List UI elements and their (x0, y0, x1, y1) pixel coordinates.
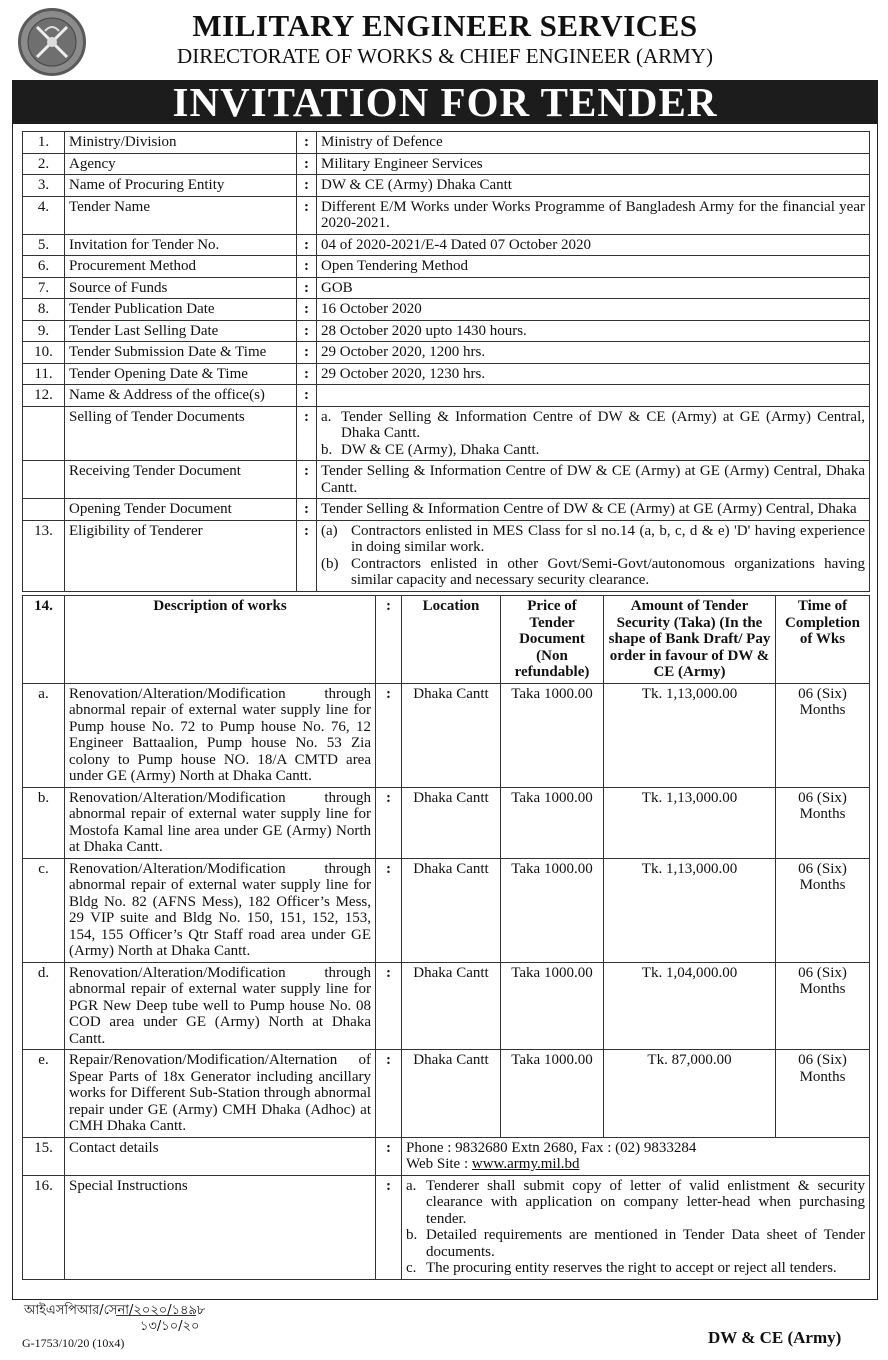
work-description: Renovation/Alteration/Modification through abnormal repair of external water supply line for Mostofa Kamal line area under GE (Army) North at Dhaka Cantt. (65, 787, 376, 858)
row-label: Invitation for Tender No. (65, 234, 297, 256)
row-12-selling (23, 406, 870, 461)
work-location: Dhaka Cantt (402, 962, 501, 1050)
row-key: b. (23, 787, 65, 858)
row-value: Military Engineer Services (317, 153, 870, 175)
work-location: Dhaka Cantt (402, 787, 501, 858)
list-item: c. The procuring entity reserves the right to accept or reject all tenders. (406, 1260, 837, 1276)
work-security-amount: Tk. 87,000.00 (604, 1050, 776, 1138)
row-label: Agency (65, 153, 297, 175)
list-item: (b) Contractors enlisted in other Govt/Semi-Govt/autonomous organizations having similar capacity and necessary security clearance. (321, 555, 865, 588)
receiving-office: Tender Selling & Information Centre of DW & CE (Army) at GE (Army) Central, Dhaka Cantt. (317, 461, 870, 499)
row-16 (23, 1175, 870, 1279)
mes-emblem-icon (18, 8, 86, 76)
info-row (23, 175, 870, 197)
work-price: Taka 1000.00 (501, 858, 604, 962)
work-row (23, 787, 870, 858)
colon: : (297, 196, 317, 234)
colon: : (376, 596, 402, 684)
row-value: 29 October 2020, 1230 hrs. (317, 363, 870, 385)
colon: : (297, 499, 317, 521)
row-15 (23, 1137, 870, 1175)
row-label: Ministry/Division (65, 132, 297, 154)
row-label: Tender Publication Date (65, 299, 297, 321)
row-12-opening (23, 499, 870, 521)
website-link[interactable]: www.army.mil.bd (471, 1156, 580, 1172)
work-description: Renovation/Alteration/Modification through abnormal repair of external water supply line for PGR New Deep tube well to Pump house No. 08 COD area under GE (Army) North at Dhaka Cantt. (65, 962, 376, 1050)
price-header: Price of Tender Document (Non refundable) (501, 596, 604, 684)
colon: : (376, 1175, 402, 1279)
row-12 (23, 385, 870, 407)
row-number: 11. (23, 363, 65, 385)
work-description: Repair/Renovation/Modification/Alternation of Spear Parts of 18x Generator including ancillary works for Different Sub-Station through abnormal repair under GE (Army) CMH Dhaka (Adhoc) at CMH Dhaka Cantt. (65, 1050, 376, 1138)
directorate-subtitle: DIRECTORATE OF WORKS & CHIEF ENGINEER (ARMY) (177, 44, 713, 68)
row-number: 8. (23, 299, 65, 321)
work-security-amount: Tk. 1,13,000.00 (604, 787, 776, 858)
colon: : (376, 683, 402, 787)
colon: : (297, 320, 317, 342)
list-item: (a) Contractors enlisted in MES Class for sl no.14 (a, b, c, d & e) 'D' having experience in doing similar work. (321, 522, 865, 555)
colon: : (297, 520, 317, 591)
work-row (23, 858, 870, 962)
row-12-receiving (23, 461, 870, 499)
row-label: Source of Funds (65, 277, 297, 299)
row-number: 2. (23, 153, 65, 175)
row-number: 3. (23, 175, 65, 197)
work-price: Taka 1000.00 (501, 787, 604, 858)
row-number: 14. (23, 596, 65, 684)
divider (116, 1315, 196, 1316)
row-label: Name of Procuring Entity (65, 175, 297, 197)
colon: : (297, 132, 317, 154)
row-number: 7. (23, 277, 65, 299)
colon: : (376, 858, 402, 962)
works-header-row (23, 596, 870, 684)
reference-number: আইএসপিআর/সেনা/২০২০/১৪৯৮ (24, 1303, 206, 1318)
amount-header: Amount of Tender Security (Taka) (In the shape of Bank Draft/ Pay order in favour of DW & CE (Army) (604, 596, 776, 684)
row-value: Ministry of Defence (317, 132, 870, 154)
info-row (23, 132, 870, 154)
work-location: Dhaka Cantt (402, 1050, 501, 1138)
work-location: Dhaka Cantt (402, 683, 501, 787)
info-row (23, 153, 870, 175)
row-value: DW & CE (Army) Dhaka Cantt (317, 175, 870, 197)
colon: : (376, 962, 402, 1050)
colon: : (376, 787, 402, 858)
row-value: GOB (317, 277, 870, 299)
info-row (23, 363, 870, 385)
row-value: 29 October 2020, 1200 hrs. (317, 342, 870, 364)
info-row (23, 277, 870, 299)
row-number: 10. (23, 342, 65, 364)
opening-office: Tender Selling & Information Centre of DW & CE (Army) at GE (Army) Central, Dhaka (317, 499, 870, 521)
colon: : (297, 406, 317, 461)
work-completion-time: 06 (Six) Months (776, 1050, 870, 1138)
colon: : (297, 175, 317, 197)
row-number: 13. (23, 520, 65, 591)
colon: : (297, 277, 317, 299)
info-row (23, 342, 870, 364)
works-table (22, 595, 870, 1280)
row-key: d. (23, 962, 65, 1050)
work-price: Taka 1000.00 (501, 683, 604, 787)
receiving-label: Receiving Tender Document (65, 461, 297, 499)
colon: : (297, 385, 317, 407)
work-security-amount: Tk. 1,13,000.00 (604, 858, 776, 962)
time-header: Time of Completion of Wks (776, 596, 870, 684)
selling-label: Selling of Tender Documents (65, 406, 297, 461)
row-label: Tender Last Selling Date (65, 320, 297, 342)
work-security-amount: Tk. 1,13,000.00 (604, 683, 776, 787)
list-item: b. DW & CE (Army), Dhaka Cantt. (321, 441, 540, 458)
special-instructions (402, 1175, 870, 1279)
colon: : (297, 153, 317, 175)
row-label: Name & Address of the office(s) (65, 385, 297, 407)
work-row (23, 683, 870, 787)
colon: : (297, 461, 317, 499)
row-number: 5. (23, 234, 65, 256)
row-label: Tender Opening Date & Time (65, 363, 297, 385)
row-value: 16 October 2020 (317, 299, 870, 321)
work-security-amount: Tk. 1,04,000.00 (604, 962, 776, 1050)
row-number: 6. (23, 256, 65, 278)
work-completion-time: 06 (Six) Months (776, 787, 870, 858)
row-key: a. (23, 683, 65, 787)
row-13 (23, 520, 870, 591)
list-item: a. Tenderer shall submit copy of letter of valid enlistment & security clearance with application on company letter-head when purchasing tender. (406, 1177, 865, 1227)
opening-label: Opening Tender Document (65, 499, 297, 521)
row-number: 16. (23, 1175, 65, 1279)
row-label: Tender Submission Date & Time (65, 342, 297, 364)
row-value: 04 of 2020-2021/E-4 Dated 07 October 2020 (317, 234, 870, 256)
reference-date: ১৩/১০/২০ (140, 1319, 200, 1334)
colon: : (376, 1137, 402, 1175)
contact-label: Contact details (65, 1137, 376, 1175)
header (0, 0, 888, 78)
selling-offices (317, 406, 870, 461)
row-key: e. (23, 1050, 65, 1138)
tender-banner: INVITATION FOR TENDER (12, 80, 878, 124)
tender-info-table (22, 131, 870, 592)
work-description: Renovation/Alteration/Modification through abnormal repair of external water supply line for Bldg No. 82 (AFNS Mess), 182 Officer’s Mess, 29 VIP suite and Bldg No. 150, 151, 152, 153, 154, 155 Officer’s Qtr Staff road area under GE (Army) North at Dhaka Cantt. (65, 858, 376, 962)
row-label: Procurement Method (65, 256, 297, 278)
row-key: c. (23, 858, 65, 962)
row-value: Different E/M Works under Works Programme of Bangladesh Army for the financial year 2020-2021. (317, 196, 870, 234)
work-completion-time: 06 (Six) Months (776, 858, 870, 962)
colon: : (297, 234, 317, 256)
info-row (23, 320, 870, 342)
work-completion-time: 06 (Six) Months (776, 962, 870, 1050)
info-row (23, 299, 870, 321)
row-label: Tender Name (65, 196, 297, 234)
row-number: 15. (23, 1137, 65, 1175)
print-code: G-1753/10/20 (10x4) (22, 1336, 125, 1350)
row-label: Eligibility of Tenderer (65, 520, 297, 591)
list-item: b. Detailed requirements are mentioned in Tender Data sheet of Tender documents. (406, 1227, 865, 1260)
colon: : (297, 363, 317, 385)
work-row (23, 962, 870, 1050)
info-row (23, 256, 870, 278)
row-number: 12. (23, 385, 65, 407)
description-header: Description of works (65, 596, 376, 684)
organization-title: MILITARY ENGINEER SERVICES (192, 8, 698, 43)
list-item: a. Tender Selling & Information Centre of DW & CE (Army) at GE (Army) Central, Dhaka Cantt. (321, 408, 865, 441)
info-row (23, 234, 870, 256)
row-number: 1. (23, 132, 65, 154)
signatory: DW & CE (Army) (708, 1328, 842, 1347)
colon: : (376, 1050, 402, 1138)
work-location: Dhaka Cantt (402, 858, 501, 962)
row-number: 9. (23, 320, 65, 342)
row-value: 28 October 2020 upto 1430 hours. (317, 320, 870, 342)
web-label: Web Site : (406, 1156, 472, 1172)
colon: : (297, 256, 317, 278)
work-description: Renovation/Alteration/Modification through abnormal repair of external water supply line for Pump house No. 72 to Pump house No. 76, 12 Engineer Battaalion, Pump house No. 53 Zia colony to Pump house NO. 18/A CMTD area under GE (Army) North at Dhaka Cantt. (65, 683, 376, 787)
phone-text: Phone : 9832680 Extn 2680, Fax : (02) 9833284 (406, 1139, 697, 1156)
colon: : (297, 299, 317, 321)
work-completion-time: 06 (Six) Months (776, 683, 870, 787)
work-price: Taka 1000.00 (501, 962, 604, 1050)
contact-details (402, 1137, 870, 1175)
info-row (23, 196, 870, 234)
special-label: Special Instructions (65, 1175, 376, 1279)
row-number: 4. (23, 196, 65, 234)
eligibility-list (317, 520, 870, 591)
location-header: Location (402, 596, 501, 684)
work-price: Taka 1000.00 (501, 1050, 604, 1138)
colon: : (297, 342, 317, 364)
row-value: Open Tendering Method (317, 256, 870, 278)
work-row (23, 1050, 870, 1138)
